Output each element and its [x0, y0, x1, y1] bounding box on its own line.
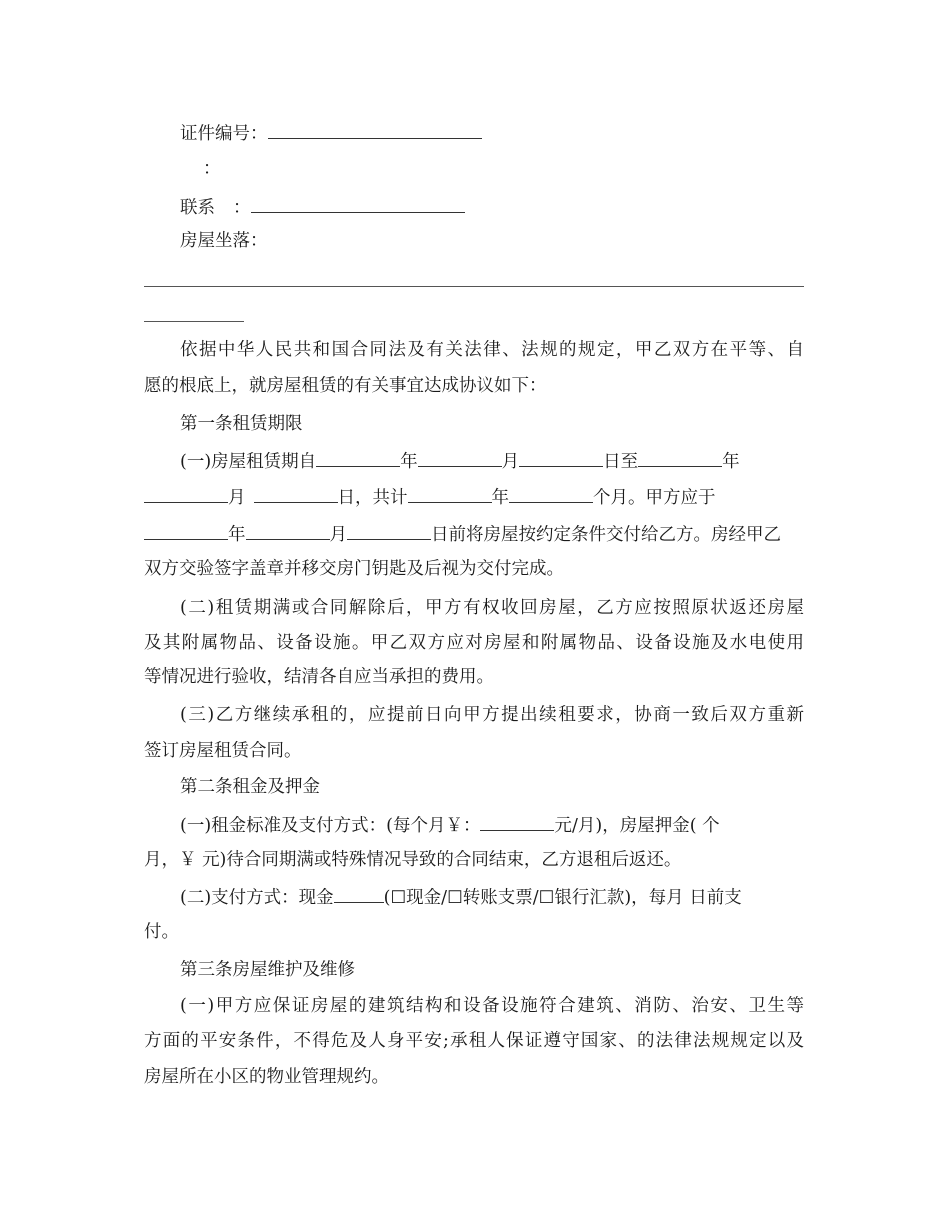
blank	[519, 448, 603, 467]
blank	[480, 812, 554, 831]
article-1-clause-1-line-1: (一)房屋租赁期自 年 月 日至 年	[180, 448, 740, 474]
colon-row	[203, 157, 221, 181]
blank	[347, 521, 431, 540]
intro-line-1: 依据中华人民共和国合同法及有关法律、法规的规定，甲乙双方在平等、自	[180, 340, 804, 360]
article-3-title: 第三条房屋维护及维修	[180, 960, 355, 980]
blank	[418, 448, 502, 467]
colon-mark: ：	[203, 159, 221, 179]
cert-number-row	[180, 120, 482, 146]
contact-colon: ：	[233, 198, 251, 218]
article-2-clause-2-line-2: 付。	[144, 922, 179, 942]
cert-number-label: 证件编号：	[180, 124, 268, 144]
blank	[334, 884, 384, 903]
address-row	[180, 229, 268, 253]
blank	[408, 484, 492, 503]
article-3-clause-1-line-2: 方面的平安条件，不得危及人身平安;承租人保证遵守国家、的法律法规规定以及	[144, 1031, 804, 1051]
article-3-clause-1-line-3: 房屋所在小区的物业管理规约。	[144, 1067, 389, 1087]
address-label: 房屋坐落：	[180, 231, 268, 251]
article-1-clause-2-line-2: 及其附属物品、设备设施。甲乙双方应对房屋和附属物品、设备设施及水电使用	[144, 633, 804, 653]
article-2-clause-2-line-1: (二)支付方式：现金 (☐现金/☐转账支票/☐银行汇款)，每月 日前支	[180, 884, 742, 910]
article-2-clause-1-line-2: 月，￥ 元)待合同期满或特殊情况导致的合同结束，乙方退租后返还。	[144, 850, 682, 870]
intro-line-2: 愿的根底上，就房屋租赁的有关事宜达成协议如下：	[144, 376, 547, 396]
article-2-clause-1-line-1: (一)租金标准及支付方式：(每个月￥： 元/月)，房屋押金( 个	[180, 812, 720, 838]
article-3-clause-1-line-1: (一)甲方应保证房屋的建筑结构和设备设施符合建筑、消防、治安、卫生等	[180, 996, 804, 1016]
contact-label: 联系	[180, 198, 215, 218]
blank	[144, 484, 228, 503]
address-blank-line-2	[144, 321, 244, 322]
article-1-clause-1-line-3: 年 月 日前将房屋按约定条件交付给乙方。房经甲乙	[144, 521, 781, 547]
cert-number-blank	[268, 120, 482, 139]
blank	[316, 448, 400, 467]
contact-row	[180, 194, 465, 220]
article-1-title: 第一条租赁期限	[180, 414, 303, 434]
contact-blank	[251, 194, 465, 213]
blank	[246, 521, 330, 540]
article-1-clause-1-line-2: 月 日，共计 年 个月。甲方应于	[144, 484, 716, 510]
address-blank-line-1	[144, 286, 804, 287]
article-1-clause-3-line-2: 签订房屋租赁合同。	[144, 741, 302, 761]
article-2-title: 第二条租金及押金	[180, 777, 320, 797]
article-1-clause-3-line-1: (三)乙方继续承租的，应提前日向甲方提出续租要求，协商一致后双方重新	[180, 705, 804, 725]
blank	[638, 448, 722, 467]
blank	[254, 484, 338, 503]
article-1-clause-2-line-1: (二)租赁期满或合同解除后，甲方有权收回房屋，乙方应按照原状返还房屋	[180, 598, 804, 618]
blank	[509, 484, 593, 503]
article-1-clause-2-line-3: 等情况进行验收，结清各自应当承担的费用。	[144, 667, 494, 687]
article-1-clause-1-line-4: 双方交验签字盖章并移交房门钥匙及后视为交付完成。	[144, 559, 564, 579]
blank	[144, 521, 228, 540]
